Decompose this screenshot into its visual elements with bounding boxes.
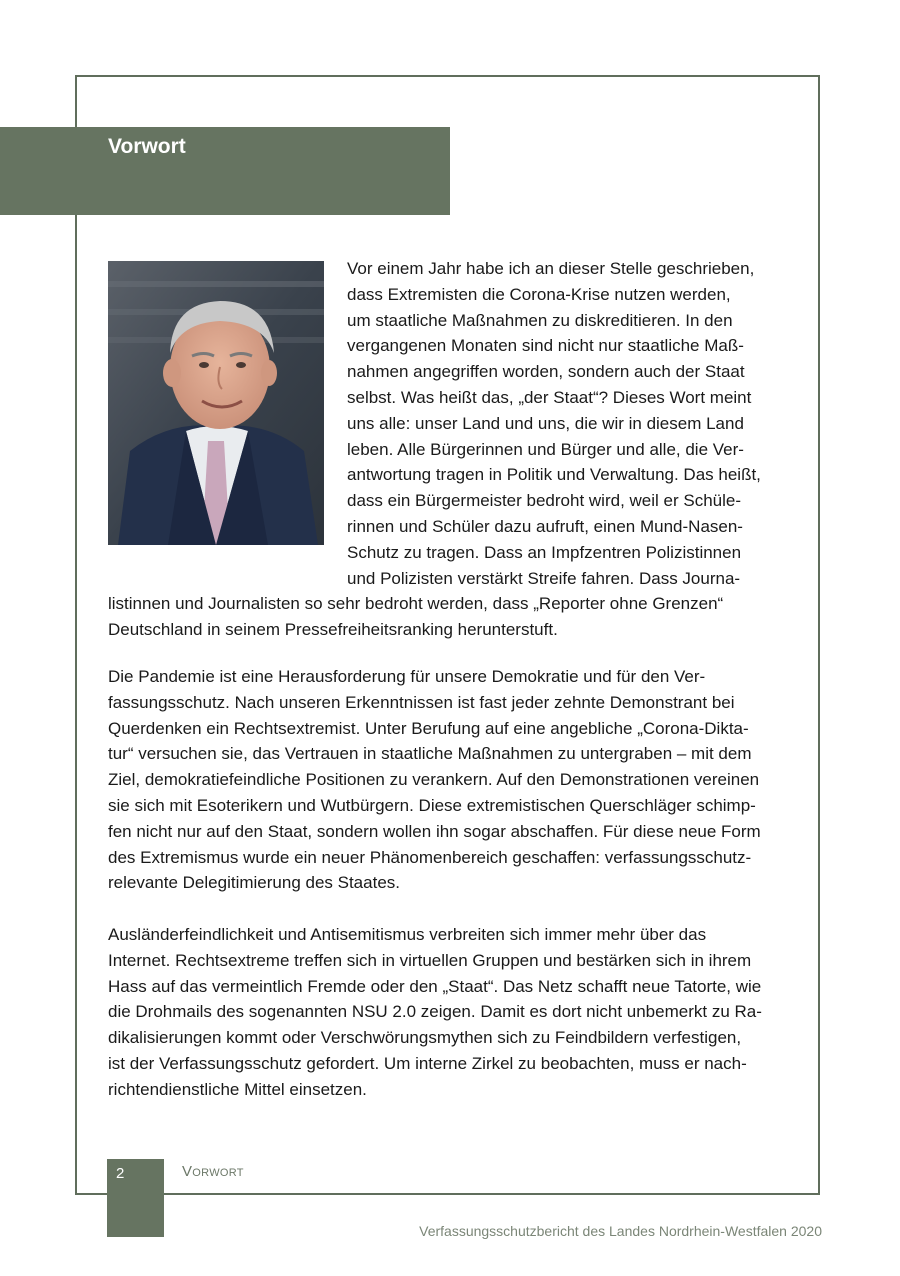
body-line: des Extremismus wurde ein neuer Phänomenbereich geschaffen: verfassungsschutz- bbox=[108, 847, 752, 867]
body-line: um staatliche Maßnahmen zu diskreditieren. In den bbox=[347, 310, 733, 330]
body-line: uns alle: unser Land und uns, die wir in diesem Land bbox=[347, 413, 744, 433]
body-line: richtendienstliche Mittel einsetzen. bbox=[108, 1079, 367, 1099]
body-line: selbst. Was heißt das, „der Staat“? Dieses Wort meint bbox=[347, 388, 752, 407]
body-line: tur“ versuchen sie, das Vertrauen in staatliche Maßnahmen zu untergraben – mit dem bbox=[108, 744, 752, 764]
body-line: fassungsschutz. Nach unseren Erkenntnissen ist fast jeder zehnte Demonstrant bei bbox=[108, 692, 735, 712]
body-line: Deutschland in seinem Pressefreiheitsranking herunterstuft. bbox=[108, 620, 558, 640]
section-label: Vorwort bbox=[182, 1163, 244, 1180]
body-line: Vor einem Jahr habe ich an dieser Stelle geschrieben, bbox=[347, 259, 755, 278]
body-line: Ausländerfeindlichkeit und Antisemitismus verbreiten sich immer mehr über das bbox=[108, 925, 707, 944]
page-number: 2 bbox=[116, 1165, 125, 1182]
body-line: Die Pandemie ist eine Herausforderung für unsere Demokratie und für den Ver- bbox=[108, 667, 706, 686]
body-line: dass ein Bürgermeister bedroht wird, weil er Schüle- bbox=[347, 491, 742, 511]
body-line: und Polizisten verstärkt Streife fahren. Dass Journa- bbox=[347, 568, 741, 588]
title-band bbox=[0, 127, 450, 215]
body-line: Querdenken ein Rechtsextremist. Unter Berufung auf eine angebliche „Corona-Dikta- bbox=[108, 718, 749, 738]
body-line: dass Extremisten die Corona-Krise nutzen werden, bbox=[347, 284, 731, 304]
body-line: relevante Delegitimierung des Staates. bbox=[108, 873, 400, 893]
body-line: Internet. Rechtsextreme treffen sich in virtuellen Gruppen und bestärken sich in ihrem bbox=[108, 950, 752, 970]
body-line: nahmen angegriffen worden, sondern auch der Staat bbox=[347, 362, 745, 382]
portrait-photo bbox=[108, 261, 324, 545]
body-line: vergangenen Monaten sind nicht nur staatliche Maß- bbox=[347, 336, 744, 356]
body-line: dikalisierungen kommt oder Verschwörungsmythen sich zu Feindbildern verfestigen, bbox=[108, 1028, 742, 1048]
body-line: fen nicht nur auf den Staat, sondern wollen ihn sogar abschaffen. Für diese neue Form bbox=[108, 821, 761, 841]
body-line: Hass auf das vermeintlich Fremde oder den „Staat“. Das Netz schafft neue Tatorte, wie bbox=[108, 976, 762, 996]
body-line: Ziel, demokratiefeindliche Positionen zu verankern. Auf den Demonstrationen vereinen bbox=[108, 770, 760, 790]
portrait-icon bbox=[108, 261, 324, 545]
body-line: sie sich mit Esoterikern und Wutbürgern. Diese extremistischen Querschläger schimp- bbox=[108, 796, 756, 815]
page-title: Vorwort bbox=[108, 135, 186, 158]
body-line: ist der Verfassungsschutz gefordert. Um interne Zirkel zu beobachten, muss er nach- bbox=[108, 1054, 747, 1073]
body-line: die Drohmails des sogenannten NSU 2.0 zeigen. Damit es dort nicht unbemerkt zu Ra- bbox=[108, 1002, 762, 1022]
report-title: Verfassungsschutzbericht des Landes Nordrhein-Westfalen 2020 bbox=[419, 1223, 822, 1239]
body-line: Schutz zu tragen. Dass an Impfzentren Polizistinnen bbox=[347, 542, 742, 562]
body-line: listinnen und Journalisten so sehr bedroht werden, dass „Reporter ohne Grenzen“ bbox=[108, 594, 724, 614]
body-line: antwortung tragen in Politik und Verwaltung. Das heißt, bbox=[347, 465, 761, 485]
body-line: leben. Alle Bürgerinnen und Bürger und alle, die Ver- bbox=[347, 439, 744, 459]
body-line: rinnen und Schüler dazu aufruft, einen Mund-Nasen- bbox=[347, 517, 743, 536]
